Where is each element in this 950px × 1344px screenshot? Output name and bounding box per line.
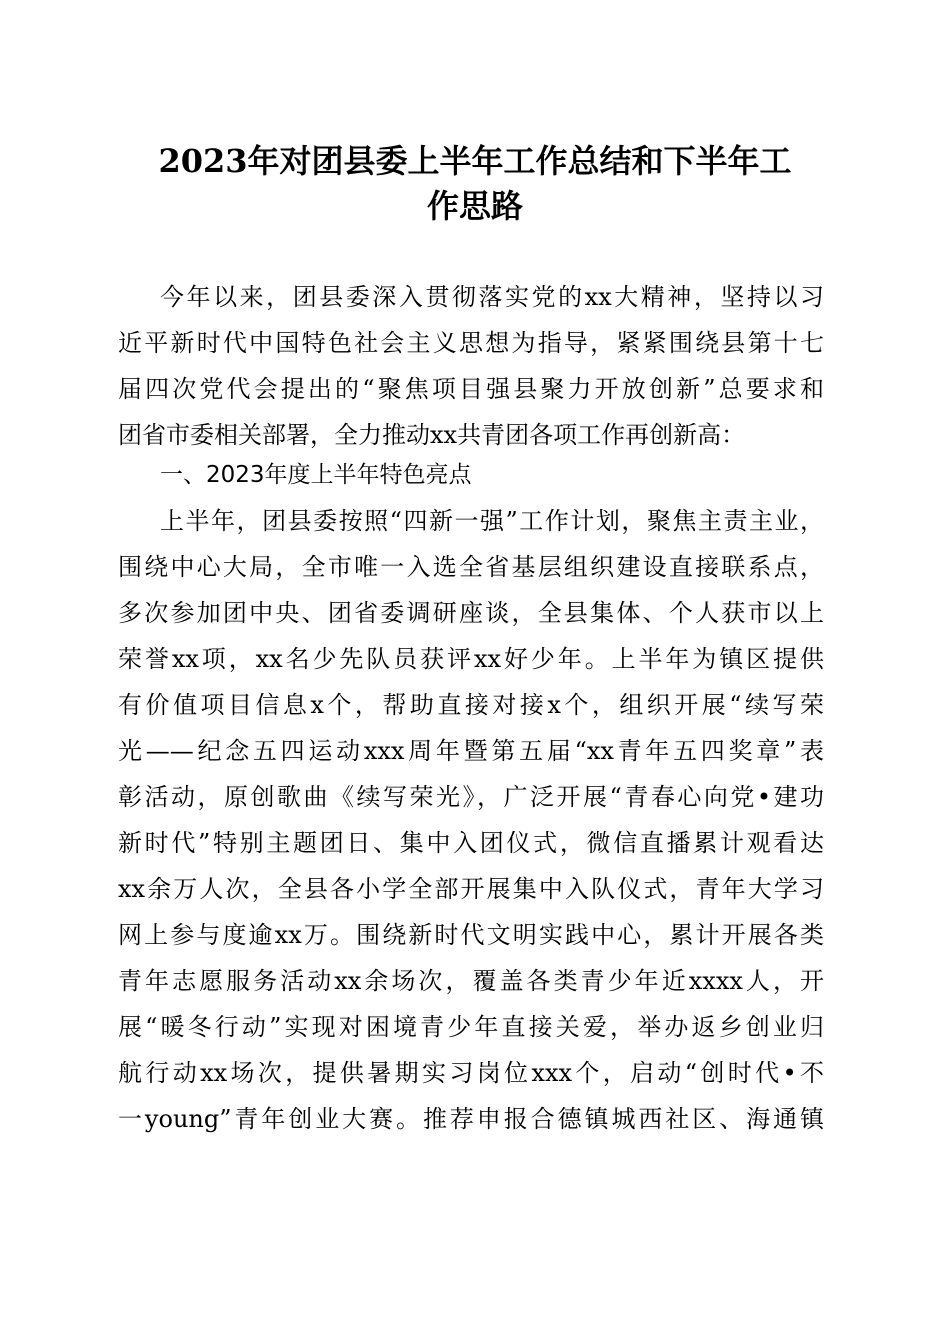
intro-line-2: 近平新时代中国特色社会主义思想为指导，紧紧围绕县第十七: [118, 329, 824, 357]
intro-line-4: 团省市委相关部署，全力推动xx共青团各项工作再创新高：: [118, 421, 746, 449]
body-line-1: 上半年，团县委按照“四新一强”工作计划，聚焦主责主业，: [160, 507, 824, 535]
document-title-line-2: 作思路: [426, 187, 523, 225]
body-line-13: 航行动xx场次，提供暑期实习岗位xxx个，启动“创时代•不: [118, 1059, 824, 1087]
body-line-7: 彰活动，原创歌曲《续写荣光》，广泛开展“青春心向党•建功: [118, 783, 824, 811]
body-line-9: xx余万人次，全县各小学全部开展集中入队仪式，青年大学习: [118, 875, 824, 903]
body-line-8: 新时代”特别主题团日、集中入团仪式，微信直播累计观看达: [118, 829, 824, 857]
body-line-14: 一young”青年创业大赛。推荐申报合德镇城西社区、海通镇: [118, 1105, 824, 1133]
body-line-10: 网上参与度逾xx万。围绕新时代文明实践中心，累计开展各类: [118, 921, 824, 949]
body-line-3: 多次参加团中央、团省委调研座谈，全县集体、个人获市以上: [118, 599, 824, 627]
document-title-line-1: 2023年对团县委上半年工作总结和下半年工: [158, 142, 792, 180]
intro-line-1: 今年以来，团县委深入贯彻落实党的xx大精神，坚持以习: [160, 283, 824, 311]
body-line-6: 光——纪念五四运动xxx周年暨第五届“xx青年五四奖章”表: [118, 737, 824, 765]
body-line-11: 青年志愿服务活动xx余场次，覆盖各类青少年近xxxx人，开: [118, 967, 824, 995]
body-line-4: 荣誉xx项，xx名少先队员获评xx好少年。上半年为镇区提供: [118, 645, 824, 673]
intro-line-3: 届四次党代会提出的“聚焦项目强县聚力开放创新”总要求和: [118, 375, 824, 403]
body-line-12: 展“暖冬行动”实现对困境青少年直接关爱，举办返乡创业归: [118, 1013, 824, 1041]
body-line-2: 围绕中心大局，全市唯一入选全省基层组织建设直接联系点，: [118, 553, 824, 581]
body-line-5: 有价值项目信息x个，帮助直接对接x个，组织开展“续写荣: [118, 691, 824, 719]
section-heading: 一、2023年度上半年特色亮点: [160, 462, 472, 488]
